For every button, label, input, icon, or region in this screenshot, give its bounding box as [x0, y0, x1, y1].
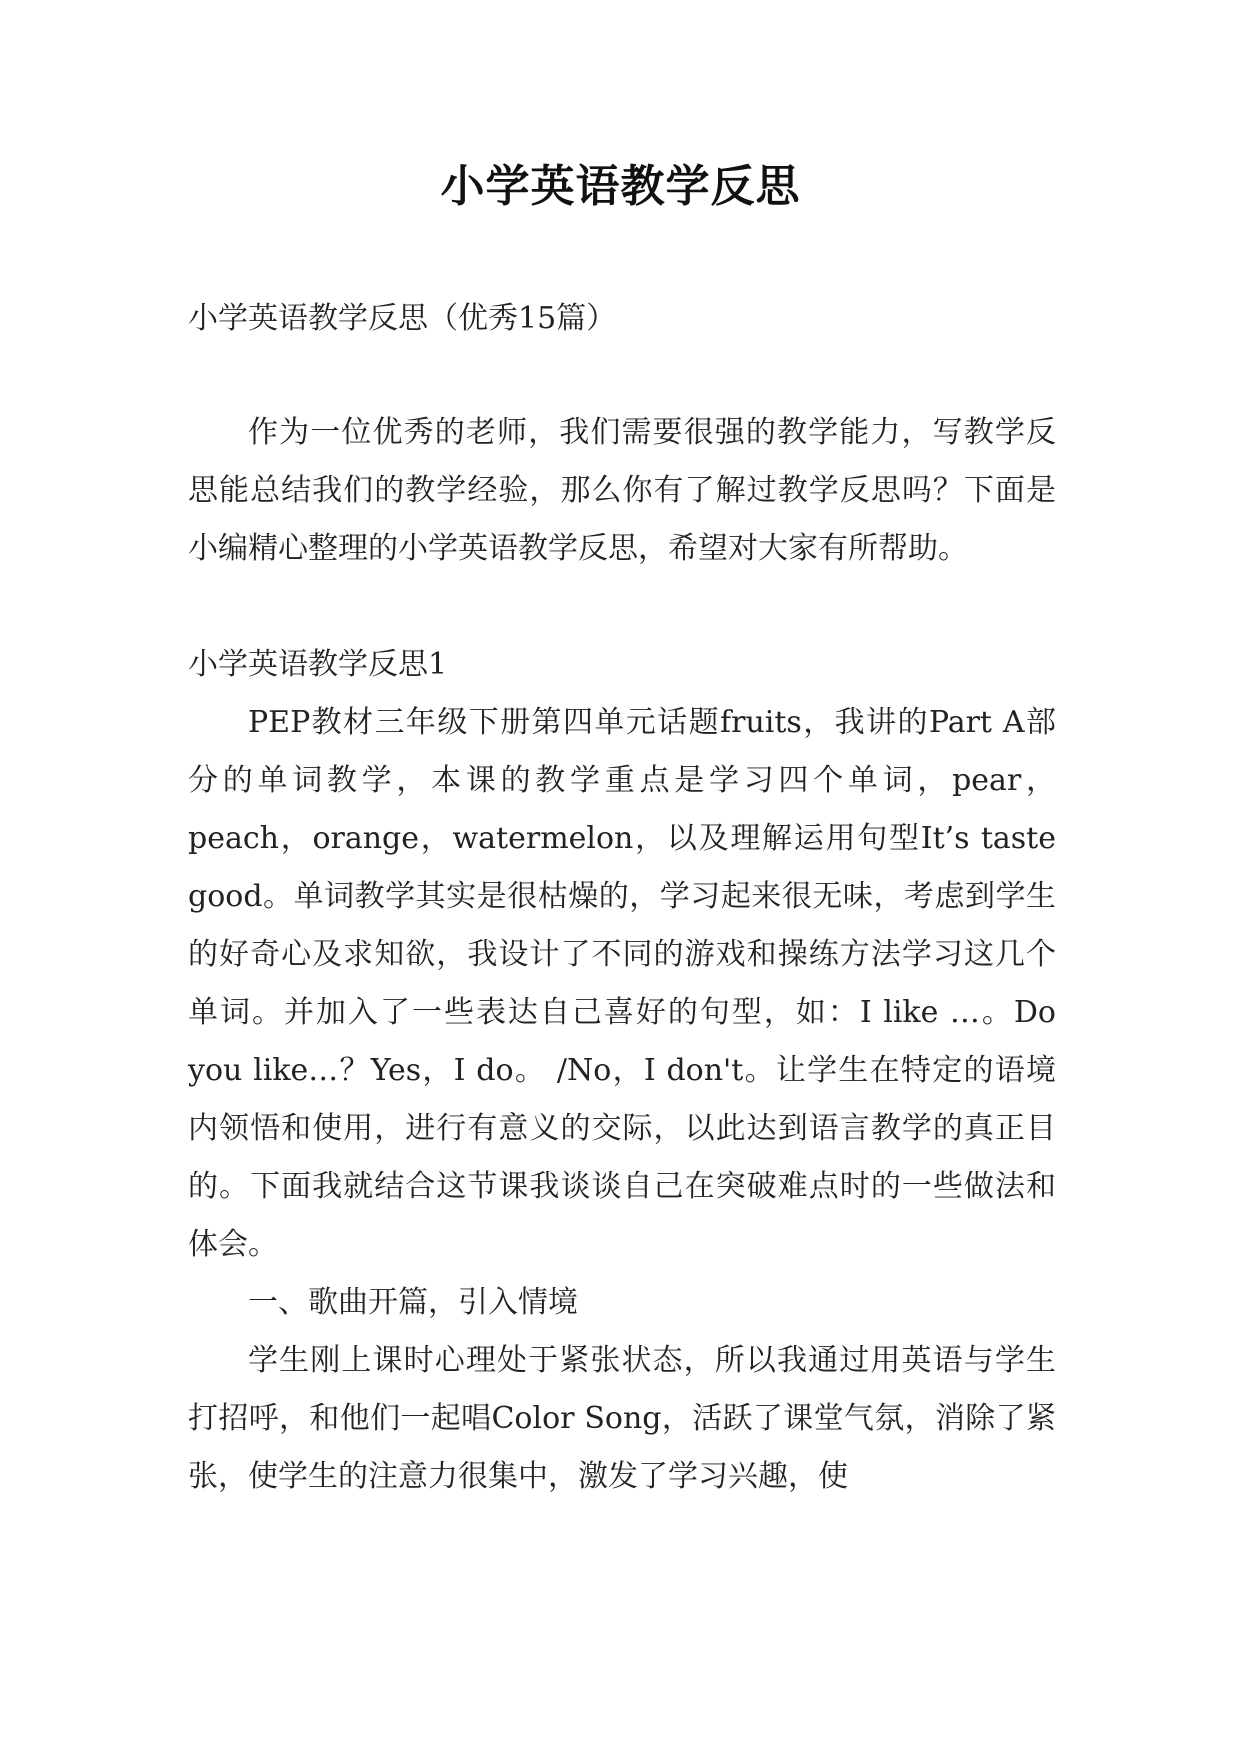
intro-paragraph: 作为一位优秀的老师，我们需要很强的教学能力，写教学反思能总结我们的教学经验，那么你有了解过教学反思吗？下面是小编精心整理的小学英语教学反思，希望对大家有所帮助。	[188, 415, 1056, 566]
document-title: 小学英语教学反思	[440, 161, 801, 212]
point-heading: 一、歌曲开篇，引入情境	[248, 1285, 578, 1320]
document-body	[188, 290, 1056, 1506]
body-paragraph: 学生刚上课时心理处于紧张状态，所以我通过用英语与学生打招呼，和他们一起唱Color Song，活跃了课堂气氛，消除了紧张，使学生的注意力很集中，激发了学习兴趣，使	[188, 1343, 1056, 1494]
body-paragraph: PEP教材三年级下册第四单元话题fruits，我讲的Part A部分的单词教学，本课的教学重点是学习四个单词，pear，peach，orange，watermelon，以及理解运用句型It’s taste good。单词教学其实是很枯燥的，学习起来很无味，考虑到学生的好奇心及求知欲，我设计了不同的游戏和操练方法学习这几个单词。并加入了一些表达自己喜好的句型，如：I like …。Do you like…？Yes，I do。 /No，I don't。让学生在特定的语境内领悟和使用，进行有意义的交际，以此达到语言教学的真正目的。下面我就结合这节课我谈谈自己在突破难点时的一些做法和体会。	[188, 705, 1056, 1262]
document-subtitle: 小学英语教学反思（优秀15篇）	[188, 301, 617, 336]
section-heading: 小学英语教学反思1	[188, 647, 448, 682]
